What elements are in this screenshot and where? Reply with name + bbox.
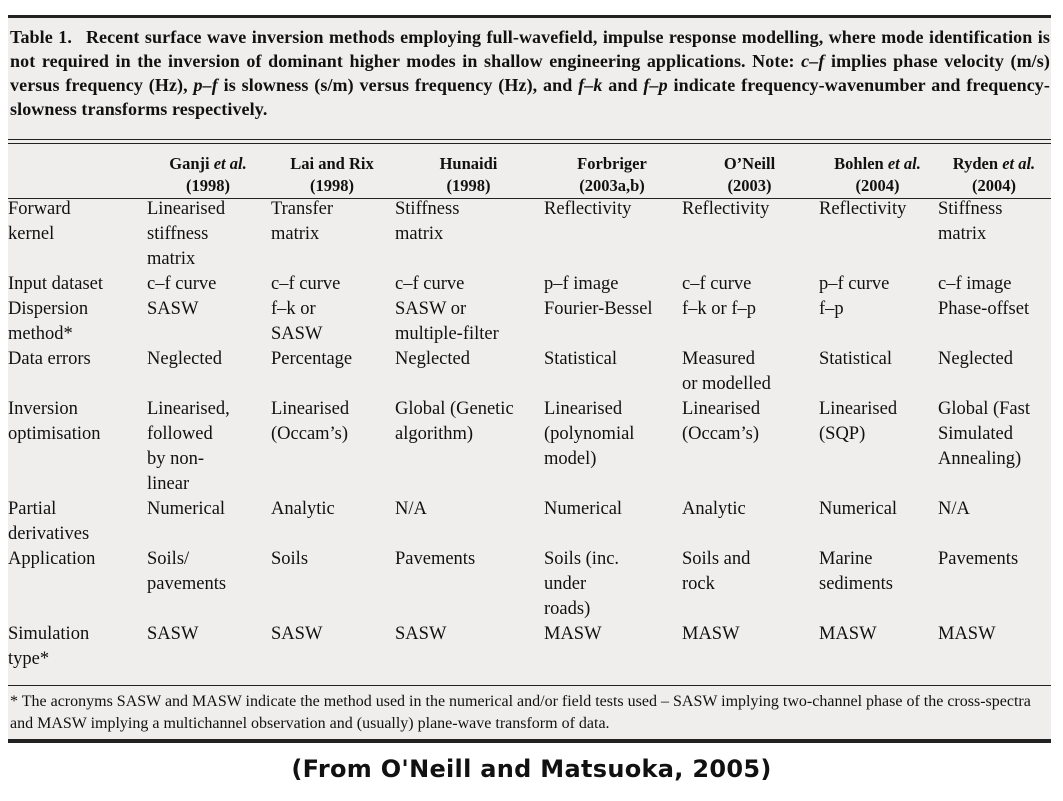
top-rule	[8, 15, 1051, 18]
cell-text: c–f image	[938, 274, 1012, 294]
cell-text: Measured or modelled	[682, 349, 771, 394]
cell-text: f–p	[819, 299, 844, 319]
caption-segment: indicate frequency-wavenumber and frequency-slowness transforms respectively.	[10, 75, 1050, 119]
column-author-name: Forbriger	[577, 154, 647, 173]
table-cell	[543, 397, 681, 497]
cell-text: MASW	[682, 624, 740, 644]
table-cell	[818, 272, 937, 297]
cell-text: Neglected	[938, 349, 1013, 369]
table-cell	[394, 197, 543, 272]
table-cell	[146, 272, 270, 297]
cell-text: p–f image	[544, 274, 619, 294]
cell-text: Stiffness matrix	[395, 199, 460, 244]
table-cell	[146, 297, 270, 347]
caption-rule-2	[8, 143, 1051, 144]
cell-text: Analytic	[271, 499, 335, 519]
table-cell	[681, 297, 818, 347]
row-label: Application	[8, 549, 96, 569]
table-cell	[681, 197, 818, 272]
table-cell	[681, 622, 818, 672]
cell-text: SASW or multiple-filter	[395, 299, 499, 344]
caption-text	[10, 27, 1050, 119]
caption-segment: and	[602, 75, 644, 95]
table-cell	[394, 622, 543, 672]
table-cell	[394, 547, 543, 622]
cell-text: MASW	[544, 624, 602, 644]
column-year: (2003)	[727, 176, 772, 195]
table-cell	[937, 297, 1051, 347]
caption-segment: is slowness (s/m) versus frequency (Hz), and	[217, 75, 579, 95]
cell-text: N/A	[938, 499, 970, 519]
cell-text: Linearised (SQP)	[819, 399, 898, 444]
column-author	[394, 153, 543, 175]
table-cell	[146, 197, 270, 272]
table-cell	[937, 397, 1051, 497]
table-cell	[146, 397, 270, 497]
table-cell	[818, 622, 937, 672]
column-header	[270, 153, 394, 197]
cell-text: Soils and rock	[682, 549, 751, 594]
table-cell	[270, 547, 394, 622]
caption-rule-1	[8, 139, 1051, 140]
caption-italic-term: f–p	[643, 75, 668, 95]
cell-text: MASW	[819, 624, 877, 644]
caption-italic-term: c–f	[801, 51, 825, 71]
table-cell	[146, 497, 270, 547]
column-author	[146, 153, 270, 175]
cell-text: Phase-offset	[938, 299, 1030, 319]
caption-segment: Recent surface wave inversion methods employing full-wavefield, impulse response modelling, where mode identification is not required in the inversion of dominant higher modes in shallow engineering applications. Note:	[10, 27, 1050, 71]
source-credit: (From O'Neill and Matsuoka, 2005)	[291, 755, 772, 783]
table-cell	[681, 497, 818, 547]
row-label: Dispersion method*	[8, 299, 89, 344]
cell-text: c–f curve	[395, 274, 465, 294]
column-author	[270, 153, 394, 175]
cell-text: SASW	[271, 624, 323, 644]
table-cell	[394, 497, 543, 547]
cell-text: Reflectivity	[682, 199, 770, 219]
cell-text: Neglected	[147, 349, 222, 369]
table-cell	[818, 347, 937, 397]
row-label: Inversion optimisation	[8, 399, 101, 444]
table-row	[8, 272, 1051, 297]
table-cell	[270, 622, 394, 672]
row-label: Data errors	[8, 349, 91, 369]
table-cell	[937, 272, 1051, 297]
table-cell	[270, 397, 394, 497]
table-panel	[8, 15, 1051, 743]
table-cell	[543, 272, 681, 297]
column-author-name: Ryden	[952, 154, 999, 173]
header-rule	[8, 198, 1051, 199]
cell-text: Linearised (polynomial model)	[544, 399, 635, 469]
column-header	[937, 153, 1051, 197]
table-row	[8, 347, 1051, 397]
column-author-name: Ganji	[169, 154, 210, 173]
table-row	[8, 547, 1051, 622]
column-et-al: et al.	[998, 154, 1036, 173]
column-header	[681, 153, 818, 197]
cell-text: MASW	[938, 624, 996, 644]
column-header	[818, 153, 937, 197]
methods-table	[8, 153, 1051, 672]
table-cell	[937, 497, 1051, 547]
cell-text: Linearised (Occam’s)	[271, 399, 350, 444]
column-year: (2003a,b)	[579, 176, 645, 195]
table-row	[8, 297, 1051, 347]
column-author	[681, 153, 818, 175]
caption-italic-term: p–f	[193, 75, 218, 95]
cell-text: Reflectivity	[819, 199, 907, 219]
cell-text: SASW	[395, 624, 447, 644]
cell-text: Fourier-Bessel	[544, 299, 653, 319]
table-cell	[937, 197, 1051, 272]
cell-text: c–f curve	[271, 274, 341, 294]
cell-text: Soils (inc. under roads)	[544, 549, 620, 619]
cell-text: Percentage	[271, 349, 353, 369]
table-row	[8, 197, 1051, 272]
bottom-rule	[8, 685, 1051, 686]
cell-text: c–f curve	[147, 274, 217, 294]
column-header	[543, 153, 681, 197]
column-year: (1998)	[446, 176, 491, 195]
table-cell	[937, 547, 1051, 622]
table-cell	[937, 347, 1051, 397]
table-cell	[681, 397, 818, 497]
table-cell	[818, 297, 937, 347]
column-author-name: O’Neill	[723, 154, 776, 173]
column-author-name: Hunaidi	[439, 154, 498, 173]
row-label: Forward kernel	[8, 199, 71, 244]
table-cell	[270, 272, 394, 297]
table-cell	[394, 272, 543, 297]
cell-text: c–f curve	[682, 274, 752, 294]
cell-text: Soils/ pavements	[147, 549, 227, 594]
table-row	[8, 397, 1051, 497]
table-cell	[270, 197, 394, 272]
cell-text: Numerical	[544, 499, 623, 519]
table-cell	[543, 347, 681, 397]
column-author	[543, 153, 681, 175]
table-cell	[394, 297, 543, 347]
cell-text: Soils	[271, 549, 309, 569]
table-row	[8, 622, 1051, 672]
table-cell	[543, 197, 681, 272]
header-corner	[8, 153, 146, 197]
cell-text: Numerical	[819, 499, 898, 519]
column-author	[937, 153, 1051, 175]
table-cell	[394, 347, 543, 397]
column-author	[818, 153, 937, 175]
table-cell	[681, 272, 818, 297]
column-et-al: et al.	[209, 154, 247, 173]
column-year: (1998)	[310, 176, 354, 195]
table-row	[8, 497, 1051, 547]
cell-text: Linearised stiffness matrix	[147, 199, 226, 269]
table-cell	[270, 497, 394, 547]
row-label: Partial derivatives	[8, 499, 90, 544]
table-cell	[818, 397, 937, 497]
table-cell	[818, 497, 937, 547]
cell-text: Stiffness matrix	[938, 199, 1003, 244]
column-author-name: Lai and Rix	[290, 154, 374, 173]
table-cell	[818, 197, 937, 272]
table-cell	[681, 347, 818, 397]
caption-label: Table 1.	[10, 27, 72, 47]
column-header	[146, 153, 270, 197]
table-cell	[146, 547, 270, 622]
cell-text: SASW	[147, 624, 199, 644]
header-row	[8, 153, 1051, 197]
cell-text: N/A	[395, 499, 427, 519]
cell-text: p–f curve	[819, 274, 890, 294]
table-body	[8, 197, 1051, 672]
table-cell	[681, 547, 818, 622]
cell-text: Statistical	[819, 349, 892, 369]
cell-text: Global (Genetic algorithm)	[395, 399, 514, 444]
cell-text: Reflectivity	[544, 199, 632, 219]
cell-text: Neglected	[395, 349, 470, 369]
column-year: (1998)	[186, 176, 230, 195]
cell-text: f–k or f–p	[682, 299, 756, 319]
table-caption	[10, 25, 1050, 121]
cell-text: Linearised, followed by non- linear	[147, 399, 230, 494]
cell-text: f–k or SASW	[271, 299, 323, 344]
cell-text: Statistical	[544, 349, 617, 369]
row-label: Input dataset	[8, 274, 104, 294]
caption-italic-term: f–k	[578, 75, 603, 95]
cell-text: Pavements	[395, 549, 476, 569]
footer-rule	[8, 739, 1051, 743]
column-year: (2004)	[972, 176, 1016, 195]
column-header	[394, 153, 543, 197]
footnote: * The acronyms SASW and MASW indicate the method used in the numerical and/or field tests used – SASW implying two-channel phase of the cross-spectra and MASW implying a multichannel observation and (usually) plane-wave transform of data.	[10, 693, 1031, 732]
table-cell	[543, 297, 681, 347]
table-cell	[543, 497, 681, 547]
table-cell	[270, 297, 394, 347]
table-cell	[146, 622, 270, 672]
table-cell	[394, 397, 543, 497]
cell-text: Linearised (Occam’s)	[682, 399, 761, 444]
cell-text: SASW	[147, 299, 199, 319]
table-cell	[146, 347, 270, 397]
cell-text: Numerical	[147, 499, 226, 519]
table-cell	[937, 622, 1051, 672]
cell-text: Transfer matrix	[271, 199, 334, 244]
table-cell	[543, 622, 681, 672]
column-year: (2004)	[855, 176, 900, 195]
cell-text: Global (Fast Simulated Annealing)	[938, 399, 1030, 469]
table-cell	[270, 347, 394, 397]
cell-text: Marine sediments	[819, 549, 893, 594]
row-label: Simulation type*	[8, 624, 90, 669]
cell-text: Pavements	[938, 549, 1019, 569]
cell-text: Analytic	[682, 499, 746, 519]
table-cell	[818, 547, 937, 622]
column-author-name: Bohlen	[834, 154, 884, 173]
caption-segment: implies phase velocity (m/s) versus frequency (Hz),	[10, 51, 1050, 95]
column-et-al: et al.	[883, 154, 921, 173]
table-cell	[543, 547, 681, 622]
